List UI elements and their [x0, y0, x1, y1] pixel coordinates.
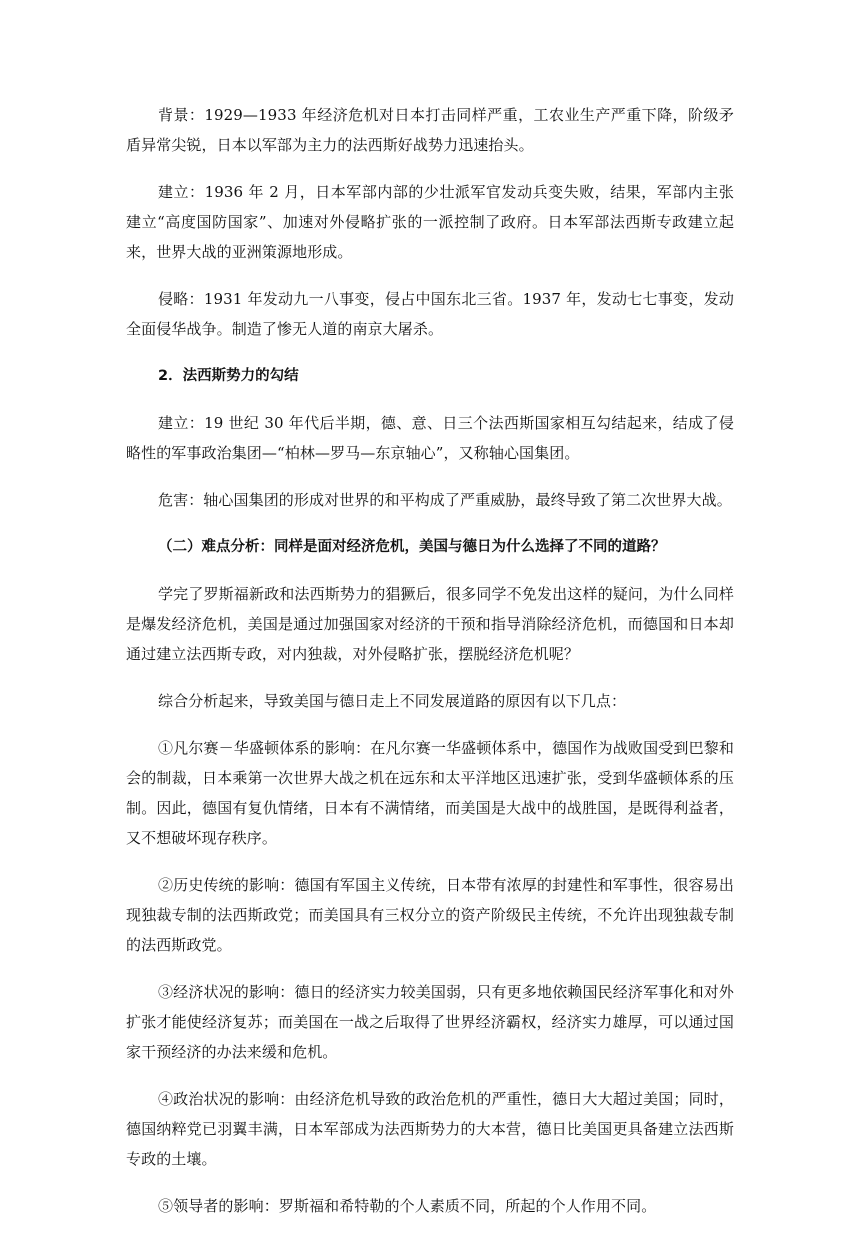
paragraph-reason-3: ③经济状况的影响：德日的经济实力较美国弱，只有更多地依赖国民经济军事化和对外扩张才能使经济复苏；而美国在一战之后取得了世界经济霸权，经济实力雄厚，可以通过国家干预经济的办法来缓和危机。	[126, 983, 734, 1061]
paragraph-reason-1: ①凡尔赛－华盛顿体系的影响：在凡尔赛一华盛顿体系中，德国作为战败国受到巴黎和会的制裁，日本乘第一次世界大战之机在远东和太平洋地区迅速扩张，受到华盛顿体系的压制。因此，德国有复仇情绪，日本有不满情绪，而美国是大战中的战胜国，是既得利益者，又不想破坏现存秩序。	[126, 739, 734, 847]
document-page	[126, 100, 734, 1238]
section-heading-fascist-collusion: 2．法西斯势力的勾结	[158, 368, 299, 384]
paragraph-summary: 综合分析起来，导致美国与德日走上不同发展道路的原因有以下几点：	[158, 692, 627, 710]
paragraph-reason-2: ②历史传统的影响：德国有军国主义传统，日本带有浓厚的封建性和军事性，很容易出现独裁专制的法西斯政党；而美国具有三权分立的资产阶级民主传统，不允许出现独裁专制的法西斯政党。	[126, 876, 734, 954]
paragraph-background: 背景：1929—1933 年经济危机对日本打击同样严重，工农业生产严重下降，阶级矛盾异常尖锐，日本以军部为主力的法西斯好战势力迅速抬头。	[126, 106, 734, 154]
paragraph-establishment: 建立：1936 年 2 月，日本军部内部的少壮派军官发动兵变失败，结果，军部内主张建立“高度国防国家”、加速对外侵略扩张的一派控制了政府。日本军部法西斯专政建立起来，世界大战的亚洲策源地形成。	[126, 183, 734, 261]
paragraph-question: 学完了罗斯福新政和法西斯势力的猖獗后，很多同学不免发出这样的疑问，为什么同样是爆发经济危机，美国是通过加强国家对经济的干预和指导消除经济危机，而德国和日本却通过建立法西斯专政，对内独裁，对外侵略扩张，摆脱经济危机呢？	[126, 585, 734, 663]
paragraph-reason-4: ④政治状况的影响：由经济危机导致的政治危机的严重性，德日大大超过美国；同时，德国纳粹党已羽翼丰满，日本军部成为法西斯势力的大本营，德日比美国更具备建立法西斯专政的土壤。	[126, 1090, 734, 1168]
paragraph-aggression: 侵略：1931 年发动九一八事变，侵占中国东北三省。1937 年，发动七七事变，发动全面侵华战争。制造了惨无人道的南京大屠杀。	[126, 290, 734, 338]
paragraph-reason-5: ⑤领导者的影响：罗斯福和希特勒的个人素质不同，所起的个人作用不同。	[158, 1197, 657, 1215]
paragraph-harm: 危害：轴心国集团的形成对世界的和平构成了严重威胁，最终导致了第二次世界大战。	[158, 491, 732, 509]
paragraph-axis-formation: 建立：19 世纪 30 年代后半期，德、意、日三个法西斯国家相互勾结起来，结成了侵略性的军事政治集团—“柏林—罗马—东京轴心”，又称轴心国集团。	[126, 414, 734, 462]
section-heading-difficulty-analysis: （二）难点分析：同样是面对经济危机，美国与德日为什么选择了不同的道路？	[158, 539, 666, 555]
